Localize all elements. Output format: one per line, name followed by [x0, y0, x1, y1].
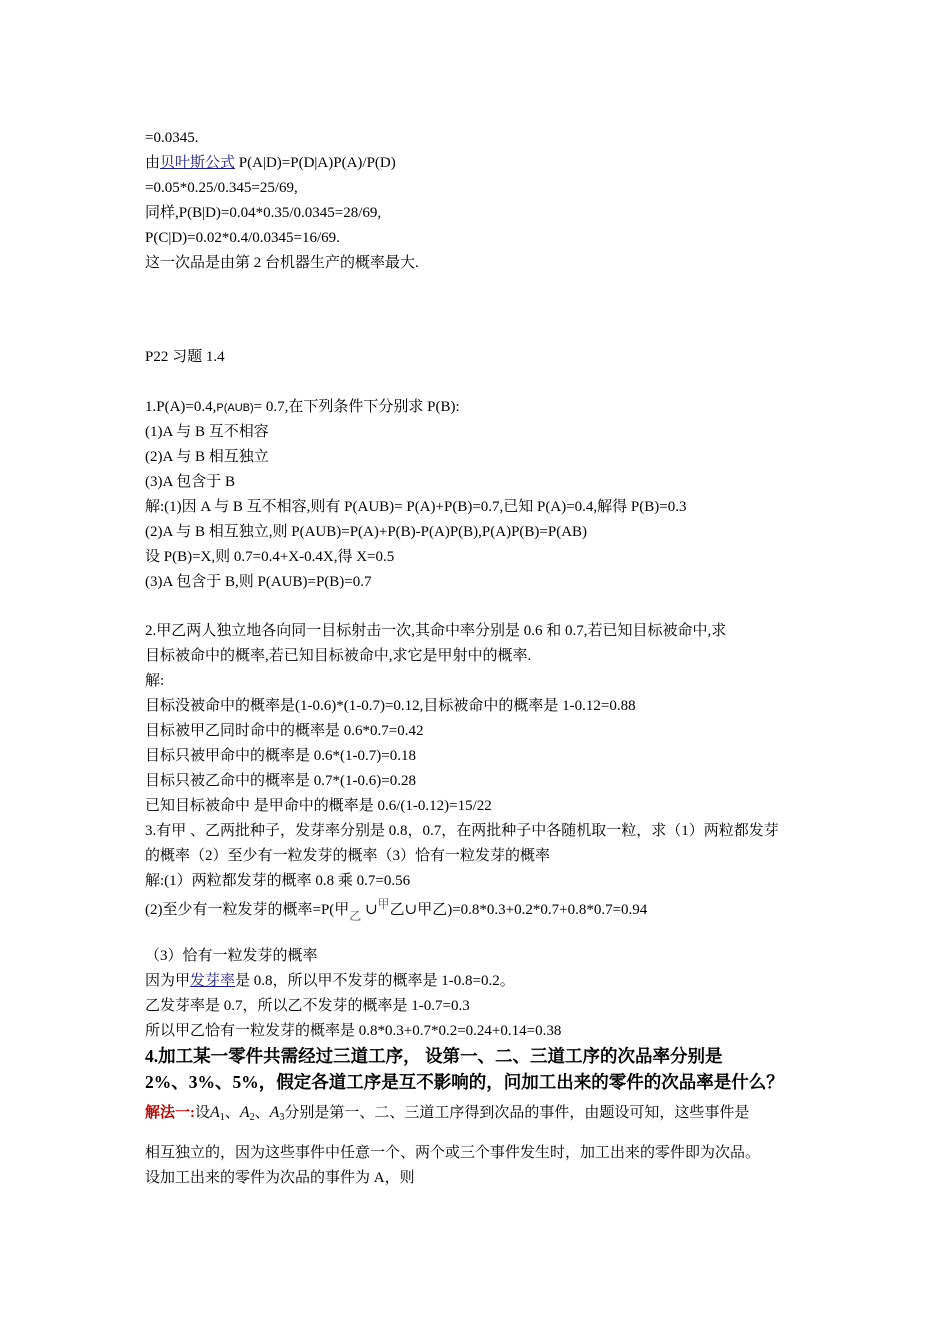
text-line: 目标被甲乙同时命中的概率是 0.6*0.7=0.42	[145, 723, 424, 739]
event-symbol: $A_3$	[269, 1104, 285, 1123]
text-line: 同样,P(B|D)=0.04*0.35/0.0345=28/69,	[145, 205, 382, 221]
union-symbol: ∪	[365, 902, 378, 918]
section-heading: P22 习题 1.4	[145, 349, 225, 365]
problem-heading: 4.加工某一零件共需经过三道工序， 设第一、二、三道工序的次品率分别是	[145, 1046, 723, 1066]
germination-rate-link[interactable]: 发芽率	[190, 973, 236, 989]
text-line: 设加工出来的零件为次品的事件为 A，则	[145, 1170, 415, 1186]
text-line: 的概率（2）至少有一粒发芽的概率（3）恰有一粒发芽的概率	[145, 848, 551, 864]
text-line	[145, 397, 460, 418]
text-span: 乙∪甲乙)=0.8*0.3+0.2*0.7+0.8*0.7=0.94	[389, 902, 648, 918]
solution-label: 解法一:	[145, 1105, 195, 1121]
event-symbol: $A_1$	[210, 1104, 225, 1123]
text-line: 这一次品是由第 2 台机器生产的概率最大.	[145, 255, 419, 271]
text-span: (2)至少有一粒发芽的概率=P(甲	[145, 902, 350, 918]
text-line: 解:(1)因 A 与 B 互不相容,则有 P(AUB)= P(A)+P(B)=0.7,已知 P(A)=0.4,解得 P(B)=0.3	[145, 499, 687, 515]
text-line: =0.05*0.25/0.345=25/69,	[145, 180, 298, 196]
text-line	[145, 897, 648, 923]
complement-symbol: 乙	[349, 909, 362, 923]
text-span: 、	[254, 1105, 270, 1121]
text-span: P(A|D)=P(D|A)P(A)/P(D)	[235, 155, 396, 171]
text-span: 分别是第一、二、三道工序得到次品的事件，由题设可知，这些事件是	[284, 1105, 750, 1121]
text-line: 所以甲乙恰有一粒发芽的概率是 0.8*0.3+0.7*0.2=0.24+0.14=0.38	[145, 1023, 562, 1039]
text-line: 相互独立的，因为这些事件中任意一个、两个或三个事件发生时，加工出来的零件即为次品。	[145, 1145, 761, 1161]
text-line: P(C|D)=0.02*0.4/0.0345=16/69.	[145, 230, 340, 246]
text-line: (1)A 与 B 互不相容	[145, 424, 269, 440]
text-line: 设 P(B)=X,则 0.7=0.4+X-0.4X,得 X=0.5	[145, 549, 395, 565]
text-line: (3)A 包含于 B	[145, 474, 236, 490]
text-line: (2)A 与 B 相互独立,则 P(AUB)=P(A)+P(B)-P(A)P(B),P(A)P(B)=P(AB)	[145, 524, 588, 540]
text-line: 2.甲乙两人独立地各向同一目标射击一次,其命中率分别是 0.6 和 0.7,若已知目标被命中,求	[145, 623, 727, 639]
text-line: 解:	[145, 673, 165, 689]
text-line: (3)A 包含于 B,则 P(AUB)=P(B)=0.7	[145, 574, 372, 590]
text-line: (2)A 与 B 相互独立	[145, 449, 269, 465]
text-line: 目标只被甲命中的概率是 0.6*(1-0.7)=0.18	[145, 748, 416, 764]
text-line: =0.0345.	[145, 130, 199, 146]
text-span: P(AUB)	[216, 402, 254, 414]
text-span: 因为甲	[145, 973, 191, 989]
text-line: （3）恰有一粒发芽的概率	[145, 948, 318, 964]
complement-symbol: 甲	[377, 897, 390, 911]
text-line	[145, 153, 396, 173]
text-line: 目标没被命中的概率是(1-0.6)*(1-0.7)=0.12,目标被命中的概率是 1-0.12=0.88	[145, 698, 636, 714]
problem-heading: 2%、3%、5%，假定各道工序是互不影响的，问加工出来的零件的次品率是什么？	[145, 1072, 784, 1092]
text-span: = 0.7,在下列条件下分别求 P(B):	[253, 399, 460, 415]
text-line	[145, 971, 515, 991]
text-span: 1.P(A)=0.4,	[145, 399, 217, 415]
text-line	[145, 1103, 749, 1128]
text-line: 目标被命中的概率,若已知目标被命中,求它是甲射中的概率.	[145, 648, 532, 664]
text-span: 由	[145, 155, 161, 171]
text-line: 解:(1）两粒都发芽的概率 0.8 乘 0.7=0.56	[145, 873, 411, 889]
text-line: 目标只被乙命中的概率是 0.7*(1-0.6)=0.28	[145, 773, 416, 789]
event-symbol: $A_2$	[239, 1104, 255, 1123]
text-span: 是 0.8，所以甲不发芽的概率是 1-0.8=0.2。	[235, 973, 515, 989]
text-span: 设	[195, 1105, 211, 1121]
text-span: 、	[224, 1105, 240, 1121]
text-line: 已知目标被命中 是甲命中的概率是 0.6/(1-0.12)=15/22	[145, 798, 492, 814]
text-line: 3.有甲 、乙两批种子，发芽率分别是 0.8，0.7，在两批种子中各随机取一粒，求（1）两粒都发芽	[145, 823, 779, 839]
text-line: 乙发芽率是 0.7，所以乙不发芽的概率是 1-0.7=0.3	[145, 998, 470, 1014]
bayes-formula-link[interactable]: 贝叶斯公式	[160, 155, 236, 171]
